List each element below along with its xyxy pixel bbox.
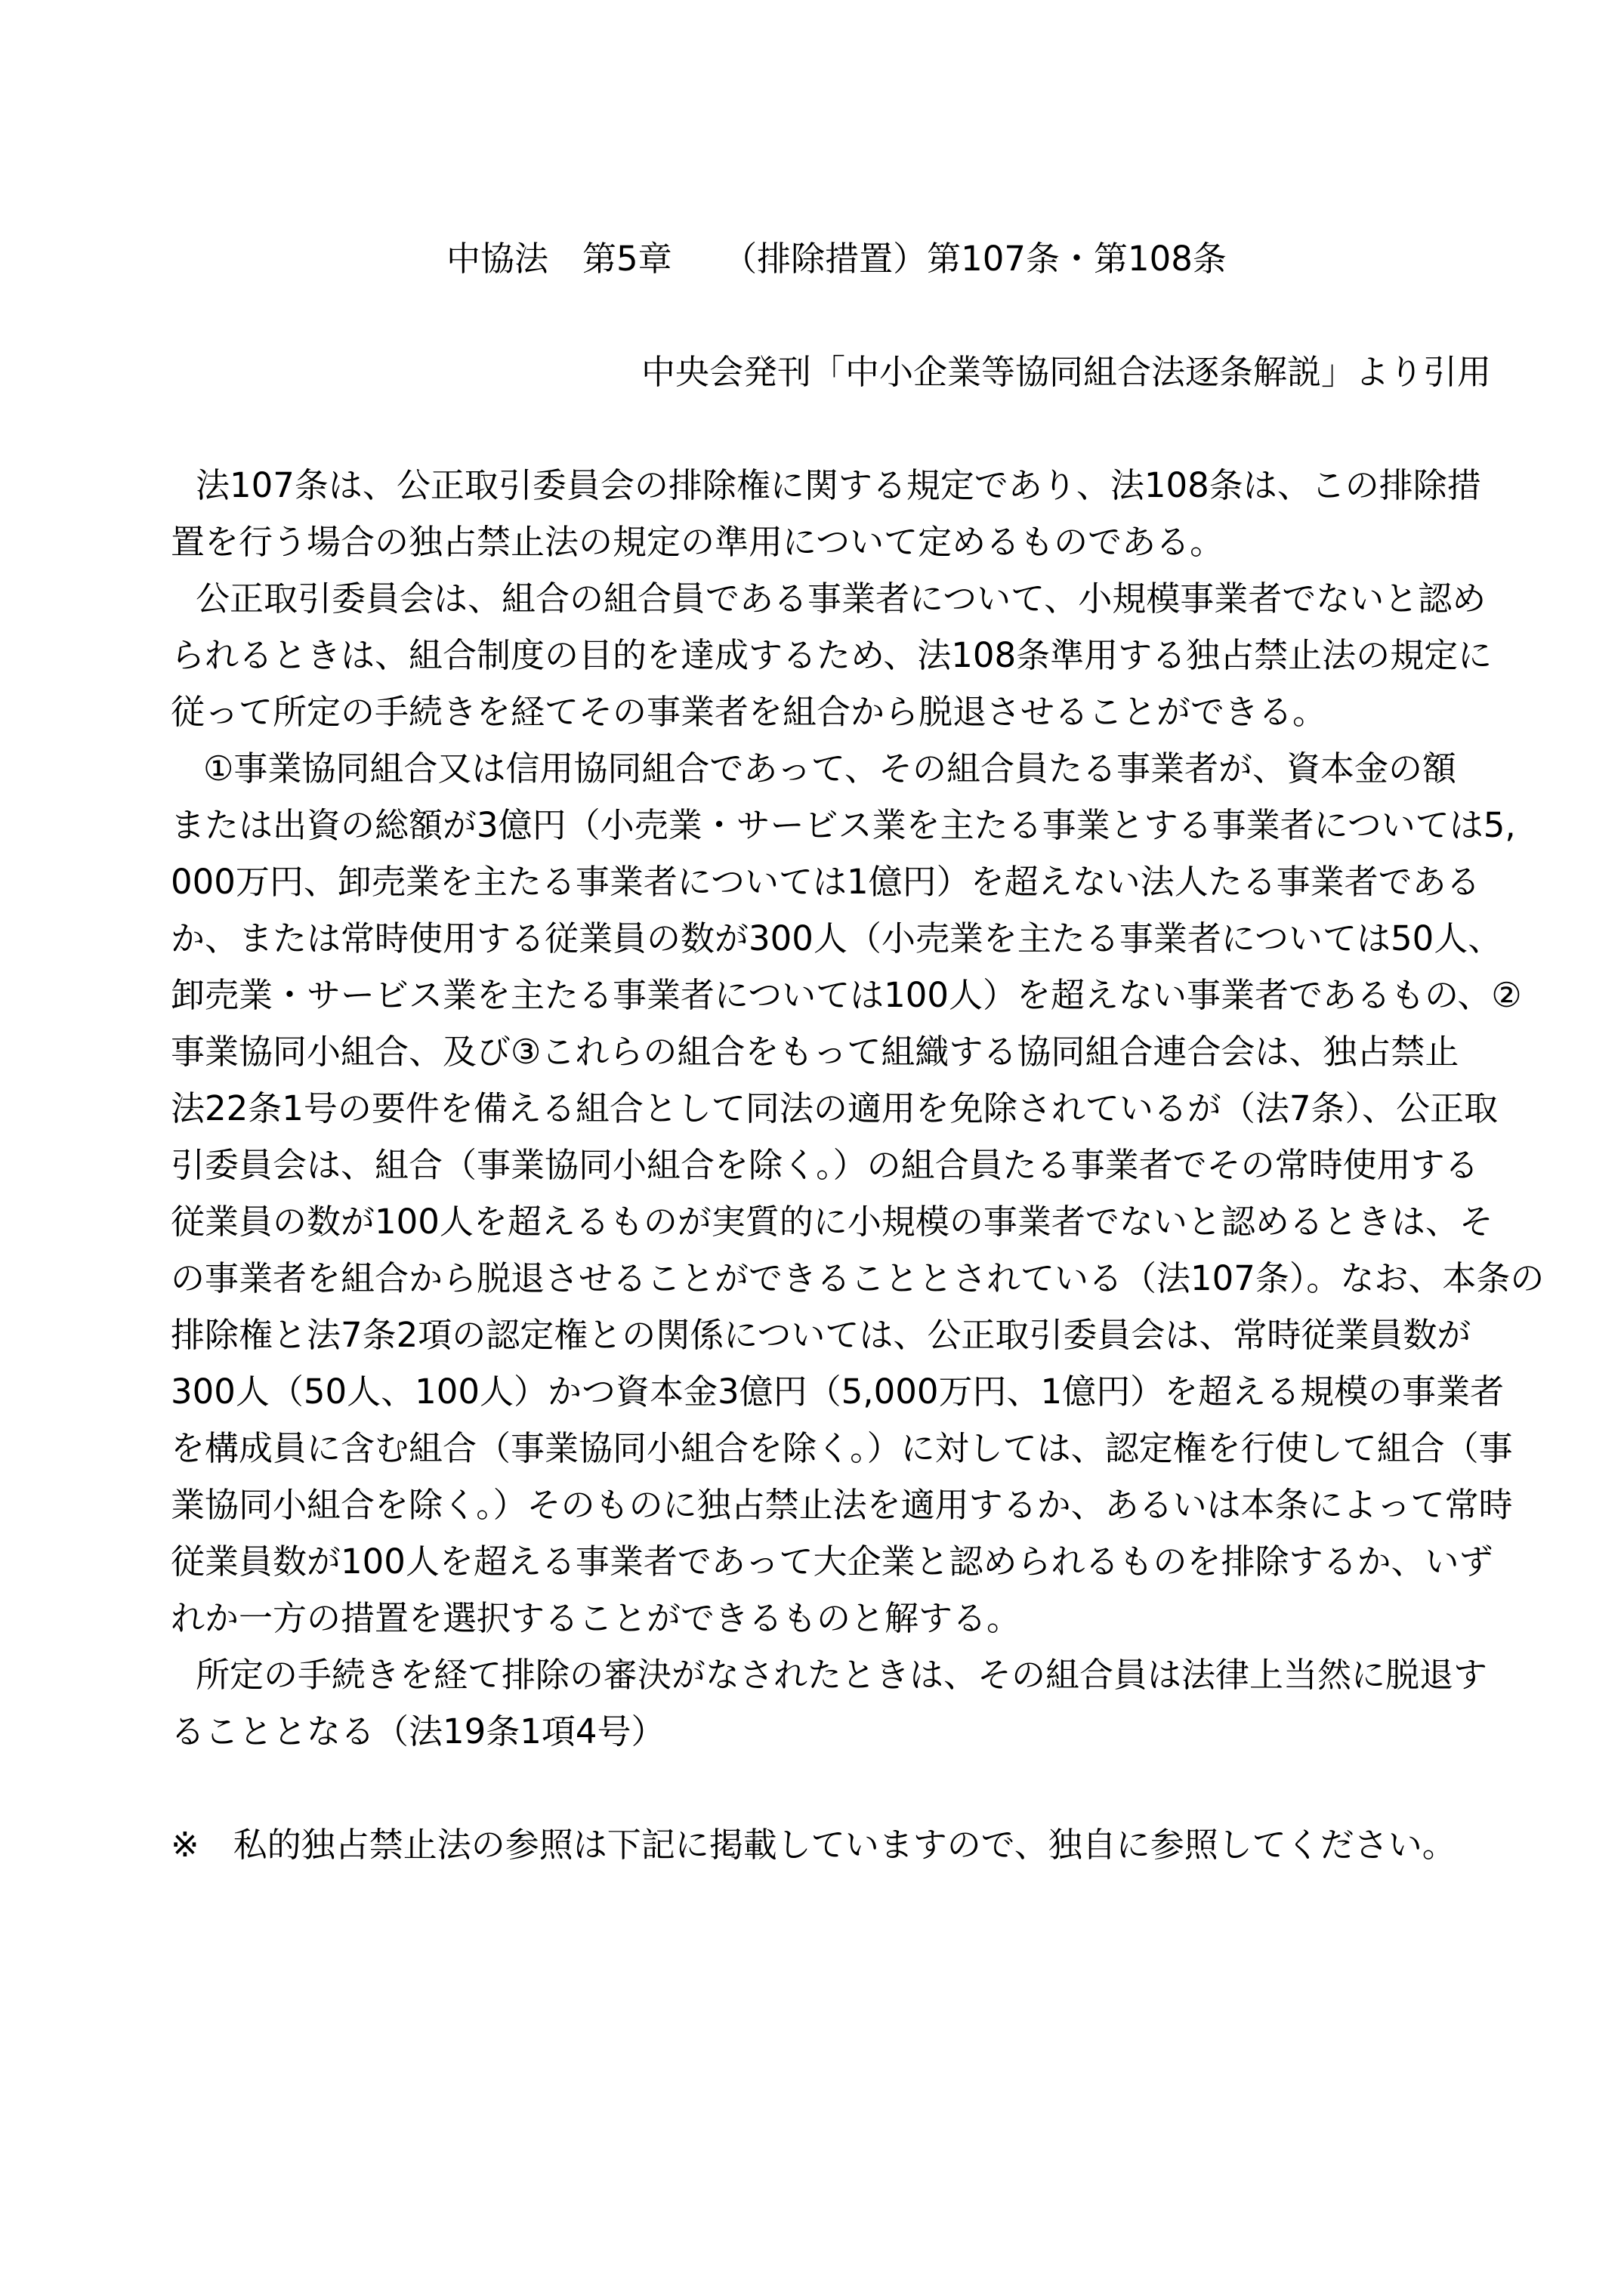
body-line: 業協同小組合を除く。）そのものに独占禁止法を適用するか、あるいは本条によって常時 (171, 1485, 1513, 1525)
body-line: または出資の総額が3億円（小売業・サービス業を主たる事業とする事業者については5, (171, 805, 1516, 845)
page-title: 中協法 第5章 （排除措置）第107条・第108条 (446, 239, 1227, 279)
body-line: られるときは、組合制度の目的を達成するため、法108条準用する独占禁止法の規定に (171, 635, 1493, 675)
body-line: 所定の手続きを経て排除の審決がなされたときは、その組合員は法律上当然に脱退す (196, 1655, 1488, 1695)
body-line: の事業者を組合から脱退させることができることとされている（法107条）。なお、本条の (171, 1258, 1545, 1298)
body-line: れか一方の措置を選択することができるものと解する。 (171, 1598, 1021, 1638)
body-line: 置を行う場合の独占禁止法の規定の準用について定めるものである。 (171, 522, 1224, 562)
note-line: ※ 私的独占禁止法の参照は下記に掲載していますので、独自に参照してください。 (171, 1825, 1456, 1865)
document-text (171, 230, 1545, 1873)
body-line: 300人（50人、100人）かつ資本金3億円（5,000万円、1億円）を超える規模の事業者 (171, 1372, 1505, 1412)
blank-line (171, 287, 1455, 344)
body-line: 引委員会は、組合（事業協同小組合を除く。）の組合員たる事業者でその常時使用する (171, 1145, 1479, 1185)
body-line: 事業協同小組合、及び③これらの組合をもって組織する協同組合連合会は、独占禁止 (171, 1032, 1459, 1072)
blank-line (171, 400, 1455, 457)
body-line: 従って所定の手続きを経てその事業者を組合から脱退させることができる。 (171, 692, 1327, 732)
body-line: を構成員に含む組合（事業協同小組合を除く。）に対しては、認定権を行使して組合（事 (171, 1428, 1513, 1468)
body-line: 従業員数が100人を超える事業者であって大企業と認められるものを排除するか、いず (171, 1542, 1493, 1582)
blank-line (171, 1760, 1455, 1816)
body-line: 卸売業・サービス業を主たる事業者については100人）を超えない事業者であるもの、② (171, 975, 1522, 1015)
body-line: ①事業協同組合又は信用協同組合であって、その組合員たる事業者が、資本金の額 (203, 748, 1456, 789)
body-line: 000万円、卸売業を主たる事業者については1億円）を超えない法人たる事業者である (171, 862, 1480, 902)
body-line: 従業員の数が100人を超えるものが実質的に小規模の事業者でないと認めるときは、そ (171, 1202, 1493, 1242)
body-line: 法22条1号の要件を備える組合として同法の適用を免除されているが（法7条）、公正取 (171, 1088, 1499, 1128)
body-line: ることとなる（法19条1項4号） (171, 1711, 665, 1751)
body-line: 排除権と法7条2項の認定権との関係については、公正取引委員会は、常時従業員数が (171, 1315, 1471, 1355)
body-line: か、または常時使用する従業員の数が300人（小売業を主たる事業者については50人、 (171, 918, 1502, 958)
body-line: 公正取引委員会は、組合の組合員である事業者について、小規模事業者でないと認め (196, 579, 1487, 619)
attribution: 中央会発刊「中小企業等協同組合法逐条解説」より引用 (641, 352, 1492, 392)
body-line: 法107条は、公正取引委員会の排除権に関する規定であり、法108条は、この排除措 (196, 465, 1481, 505)
